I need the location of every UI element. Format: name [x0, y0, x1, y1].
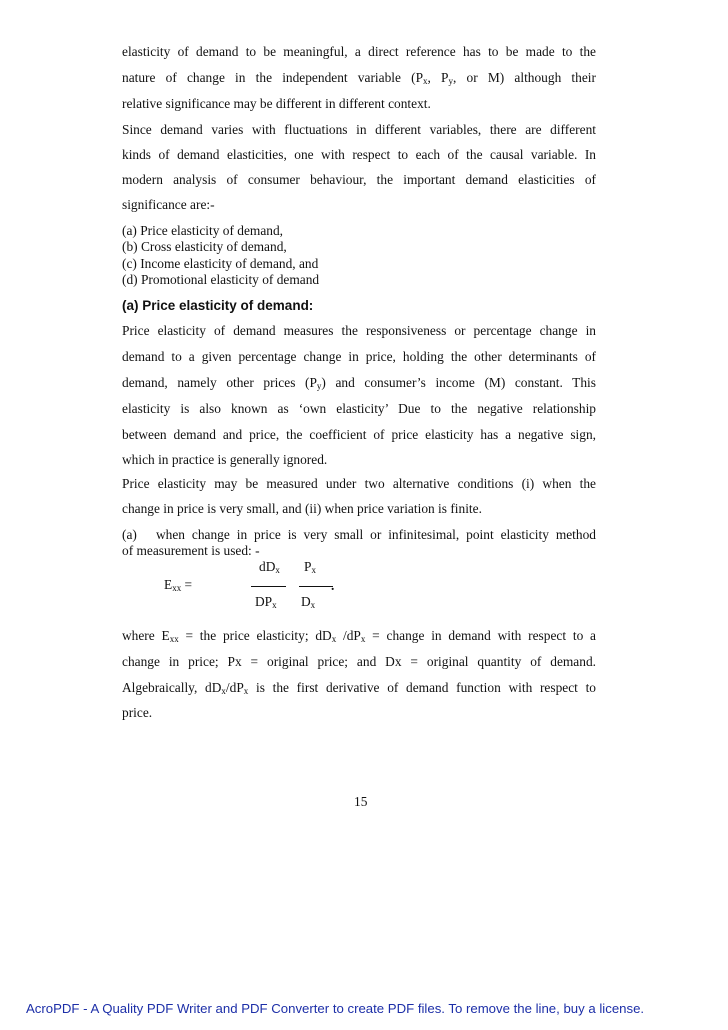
- fraction-bar-2: [299, 586, 333, 587]
- acropdf-footer-notice: AcroPDF - A Quality PDF Writer and PDF Converter to create PDF files. To remove the line, buy a license.: [26, 1001, 645, 1016]
- formula-denominator-1: $DP_x$: [255, 594, 277, 610]
- para2-line-3: modern analysis of consumer behaviour, the important demand elasticities of: [122, 172, 596, 187]
- para3-line-2: demand to a given percentage change in price, holding the other determinants of: [122, 349, 596, 364]
- list-item: (c) Income elasticity of demand, and: [122, 256, 319, 271]
- section-heading: (a) Price elasticity of demand:: [122, 298, 314, 313]
- intro-line-2: nature of change in the independent variable ($P_x$, $P_y$, or M) although their: [122, 70, 596, 86]
- formula-dot: .: [331, 578, 335, 593]
- para4-line-1: Price elasticity may be measured under two alternative conditions (i) when the: [122, 476, 596, 491]
- para3-line-4: elasticity is also known as ‘own elasticity’ Due to the negative relationship: [122, 401, 596, 416]
- page-number: 15: [354, 794, 368, 809]
- para3-line-5: between demand and price, the coefficient of price elasticity has a negative sign,: [122, 427, 596, 442]
- para5-line-2: change in price; Px = original price; and Dx = original quantity of demand.: [122, 654, 596, 669]
- fraction-bar-1: [251, 586, 286, 587]
- case-a-label: (a): [122, 527, 137, 542]
- para4-line-2: change in price is very small, and (ii) when price variation is finite.: [122, 501, 482, 516]
- list-item: (d) Promotional elasticity of demand: [122, 272, 320, 287]
- para2-line-1: Since demand varies with fluctuations in different variables, there are different: [122, 122, 596, 137]
- formula-lhs: $E_{xx}$ =: [164, 577, 193, 593]
- list-item: (b) Cross elasticity of demand,: [122, 239, 287, 254]
- para5-line-1: where $E_{xx}$ = the price elasticity; $dD_x$ $/dP_x$ = change in demand with respect to a: [122, 628, 597, 644]
- para3-line-3: demand, namely other prices $(P_y)$ and consumer’s income (M) constant. This: [122, 375, 596, 391]
- formula-numerator-2: $P_x$: [304, 559, 316, 575]
- intro-line-3: relative significance may be different in different context.: [122, 96, 431, 111]
- para5-line-3: Algebraically, $dD_x/dP_x$ is the first derivative of demand function with respect to: [122, 680, 596, 696]
- list-item: (a) Price elasticity of demand,: [122, 223, 283, 238]
- case-a-line-1: when change in price is very small or infinitesimal, point elasticity method: [156, 527, 596, 542]
- para3-line-6: which in practice is generally ignored.: [122, 452, 328, 467]
- para2-line-4: significance are:-: [122, 197, 215, 212]
- case-a-line-2: of measurement is used: -: [122, 543, 260, 558]
- para5-line-4: price.: [122, 705, 153, 720]
- formula-denominator-2: $D_x$: [301, 594, 316, 610]
- formula-numerator-1: $dD_x$: [259, 559, 280, 575]
- para3-line-1: Price elasticity of demand measures the responsiveness or percentage change in: [122, 323, 596, 338]
- para2-line-2: kinds of demand elasticities, one with respect to each of the causal variable. In: [122, 147, 596, 162]
- intro-line-1: elasticity of demand to be meaningful, a direct reference has to be made to the: [122, 44, 596, 59]
